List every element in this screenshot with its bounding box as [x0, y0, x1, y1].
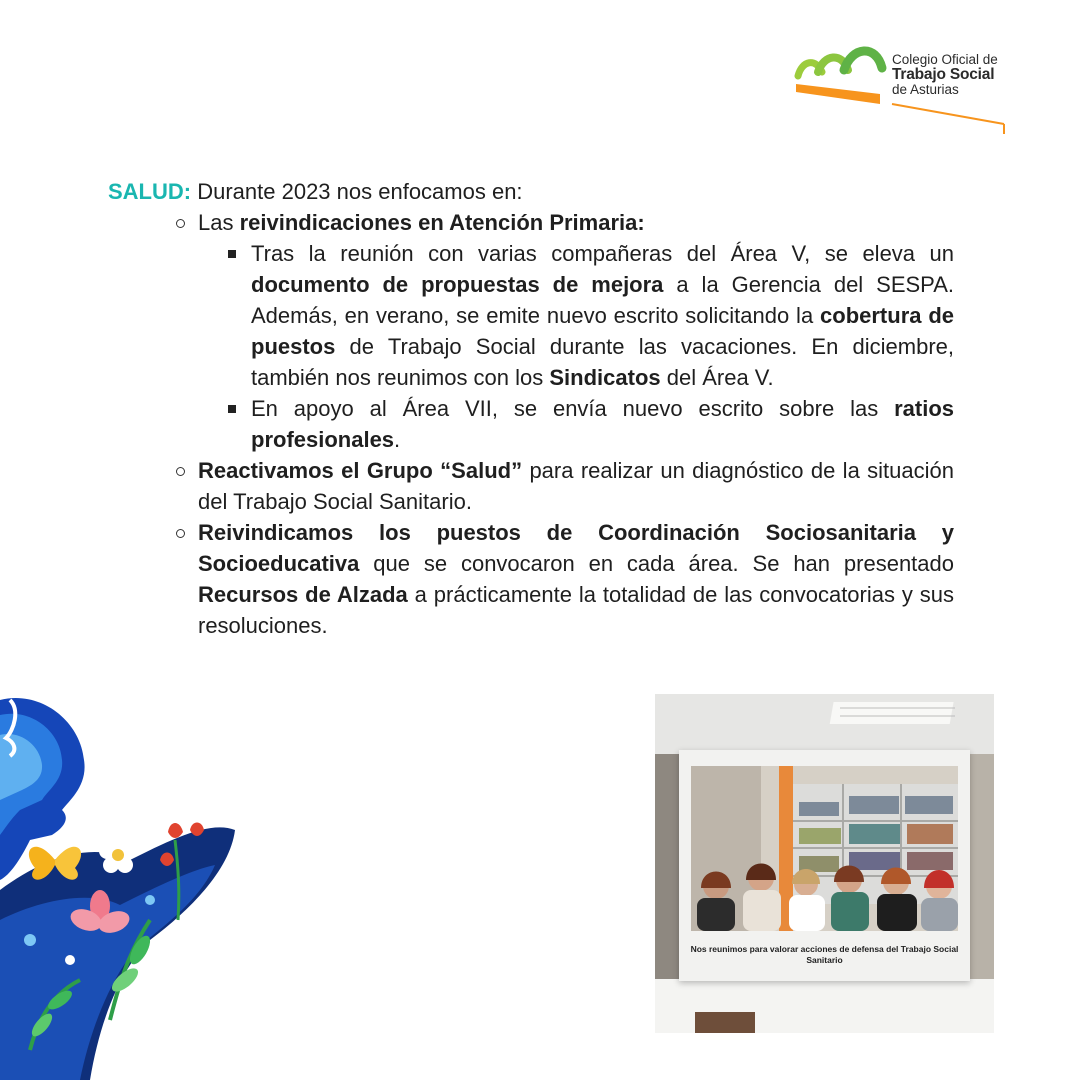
section-label: SALUD: — [108, 179, 192, 204]
text-span: del Área V. — [660, 365, 774, 390]
photo-scene — [691, 766, 958, 931]
main-content — [108, 176, 954, 641]
text-span: En apoyo al Área VII, se envía nuevo escrito sobre las — [251, 396, 895, 421]
text-span: a prácticamente la totalidad de las convocatorias y sus resoluciones. — [198, 582, 954, 638]
bold-span: documento de propuestas de mejora — [251, 272, 664, 297]
main-list — [108, 207, 954, 641]
polaroid-frame — [679, 750, 970, 981]
bold-span: Sindicatos — [549, 365, 661, 390]
bold-span: reivindicaciones en Atención Primaria: — [239, 210, 645, 235]
sub-list — [198, 238, 954, 455]
logo-line1: Colegio Oficial de — [892, 52, 998, 67]
bold-span: ratios profesionales — [251, 396, 954, 452]
bold-span: cobertura de puestos — [251, 303, 954, 359]
logo-text — [892, 52, 998, 97]
logo — [794, 42, 1008, 138]
logo-line2: Trabajo Social — [892, 66, 995, 83]
photo-caption: Nos reunimos para valorar acciones de defensa del Trabajo Social Sanitario — [690, 944, 959, 965]
list-item-coordinacion — [198, 517, 954, 641]
sub-item-area-vii — [251, 393, 954, 455]
bold-span: Recursos de Alzada — [198, 582, 408, 607]
intro-text: Durante 2023 nos enfocamos en: — [191, 179, 523, 204]
list-item-primary-care — [198, 207, 954, 455]
text-span: . — [394, 427, 401, 452]
text-span: Las — [198, 210, 240, 235]
logo-line3: de Asturias — [892, 82, 959, 97]
intro-line — [108, 176, 954, 207]
text-span: que se convocaron en cada área. Se han presentado — [359, 551, 954, 576]
sub-item-area-v — [251, 238, 954, 393]
text-span: para realizar un diagnóstico de la situación del Trabajo Social Sanitario. — [198, 458, 954, 514]
bold-span: Reactivamos el Grupo “Salud” — [198, 458, 523, 483]
photo — [655, 694, 994, 1033]
text-span: a la Gerencia del SESPA. Además, en verano, se emite nuevo escrito solicitando la — [251, 272, 954, 328]
bold-span: Reivindicamos los puestos de Coordinación Sociosanitaria y Socioeducativa — [198, 520, 954, 576]
decorative-illustration-icon — [0, 690, 250, 1080]
text-span: de Trabajo Social durante las vacaciones. En diciembre, también nos reunimos con los — [251, 334, 954, 390]
text-span: Tras la reunión con varias compañeras del Área V, se eleva un — [251, 241, 954, 266]
list-item-grupo-salud — [198, 455, 954, 517]
group-photo-icon — [691, 766, 958, 931]
